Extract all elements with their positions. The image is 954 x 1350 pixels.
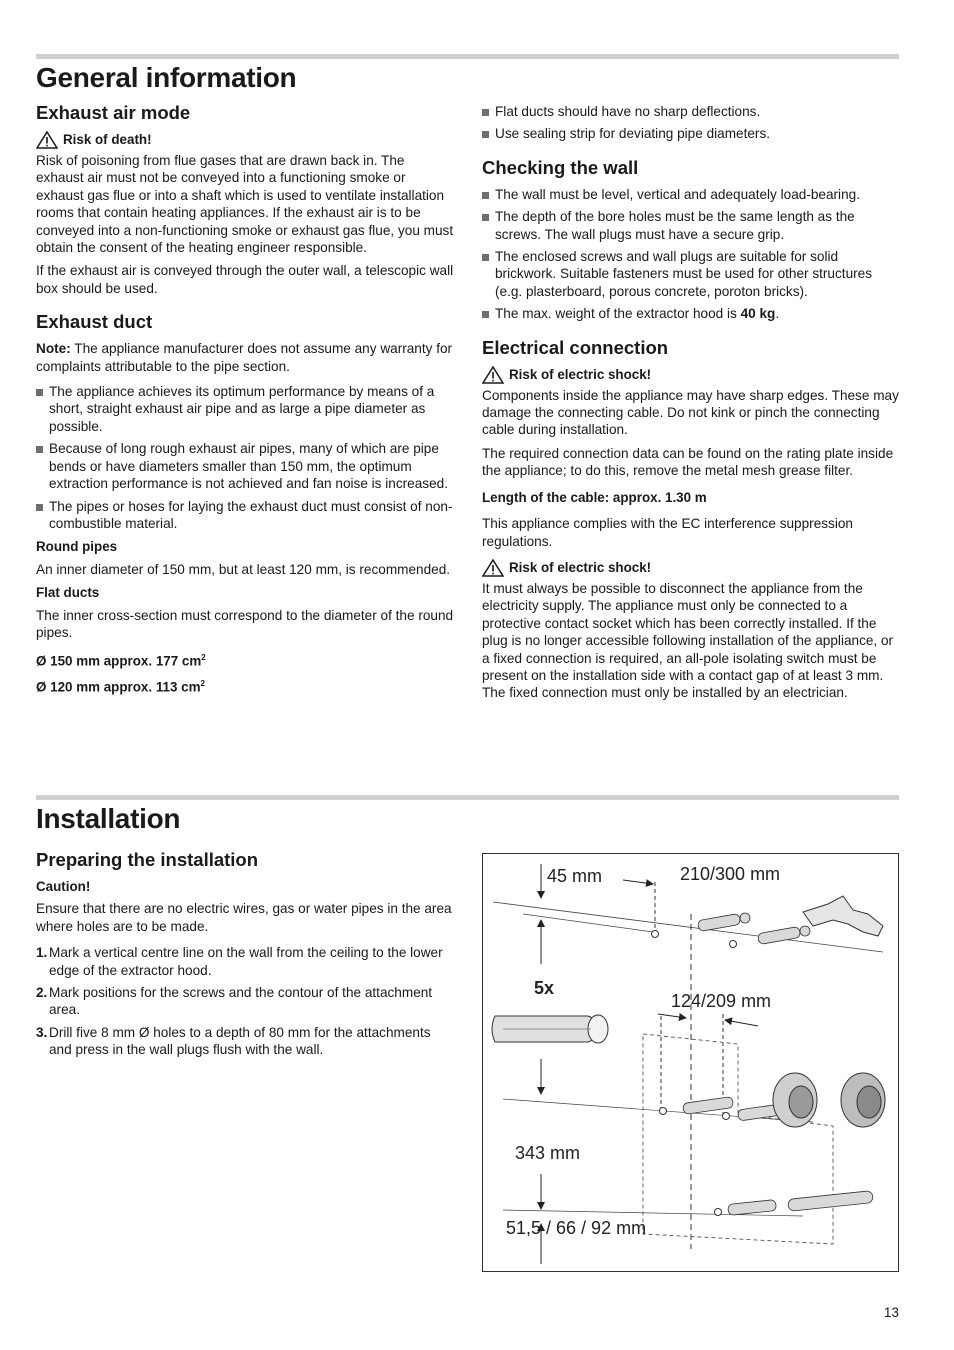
paragraph: Risk of poisoning from flue gases that are drawn back in. The exhaust air must not be conveyed into a functioning smoke or exhaust gas flue or into a shaft which is used to ventilate installation rooms that contain heating appliances. If the exhaust air is to be conveyed into a non-functioning smoke or exhaust gas flue, you must obtain the consent of the heating engineer responsible. xyxy=(36,153,454,256)
list-item: The depth of the bore holes must be the same length as the screws. The wall plugs must have a secure grip. xyxy=(482,208,900,243)
left-column-general xyxy=(36,102,454,701)
diagram-drawing xyxy=(483,854,898,1271)
paragraph: The inner cross-section must correspond to the diameter of the round pipes. xyxy=(36,607,454,640)
list-item: The wall must be level, vertical and adequately load-bearing. xyxy=(482,186,900,203)
list-item: 1. Mark a vertical centre line on the wall from the ceiling to the lower edge of the extractor hood. xyxy=(36,945,443,978)
paragraph: This appliance complies with the EC interference suppression regulations. xyxy=(482,516,853,549)
wall-plug-illustration xyxy=(492,1015,608,1043)
dimension-label: 45 mm xyxy=(547,866,603,886)
list-item-weight: The max. weight of the extractor hood is 40 kg. xyxy=(482,305,900,322)
screw-top xyxy=(697,913,810,945)
dimension-label: 343 mm xyxy=(515,1143,581,1163)
spec-150: Ø 150 mm approx. 177 $cm^2$ xyxy=(36,653,206,669)
subheading-round-pipes: Round pipes xyxy=(36,539,118,555)
duct-bullets xyxy=(482,103,900,143)
cable-length: Length of the cable: approx. 1.30 m xyxy=(482,489,707,505)
heading-electrical-connection: Electrical connection xyxy=(482,336,669,358)
warning-triangle-icon xyxy=(36,131,58,149)
subheading-flat-ducts: Flat ducts xyxy=(36,585,100,601)
paragraph: An inner diameter of 150 mm, but at least 120 mm, is recommended. xyxy=(36,561,451,577)
warning-risk-of-death xyxy=(36,131,454,149)
heading-exhaust-air-mode: Exhaust air mode xyxy=(36,102,191,123)
exhaust-duct-bullets xyxy=(36,383,454,532)
warning-electric-shock xyxy=(482,366,900,384)
installation-column xyxy=(36,849,454,1065)
spacer-discs xyxy=(773,1073,885,1127)
paragraph: The required connection data can be found on the rating plate inside the appliance; to do this, remove the metal mesh grease filter. xyxy=(482,445,894,479)
list-item: 3. Drill five 8 mm Ø holes to a depth of 80 mm for the attachments and press in the wall plugs flush with the wall. xyxy=(36,1024,431,1058)
heading-exhaust-duct: Exhaust duct xyxy=(36,311,153,333)
list-item: The pipes or hoses for laying the exhaust duct must consist of non-combustible material. xyxy=(36,498,454,533)
warning-triangle-icon xyxy=(482,366,504,384)
heading-checking-the-wall: Checking the wall xyxy=(482,156,639,178)
section-rule-general xyxy=(36,54,899,59)
dimension-label: 210/300 mm xyxy=(680,864,781,884)
wall-bullets xyxy=(482,186,900,323)
paragraph: Components inside the appliance may have sharp edges. These may damage the connecting cable. Do not kink or pinch the connecting cable during installation. xyxy=(482,387,899,438)
spec-120: Ø 120 mm approx. 113 $cm^2$ xyxy=(36,679,205,695)
page-number: 13 xyxy=(883,1305,899,1320)
warning-label: Risk of death! xyxy=(63,132,152,148)
heading-preparing-installation: Preparing the installation xyxy=(36,849,259,870)
installation-diagram xyxy=(482,853,899,1272)
list-item: Because of long rough exhaust air pipes, many of which are pipe bends or have diameters smaller than 150 mm, the optimum extraction performance is not achieved and fan noise is increased. xyxy=(36,440,454,492)
note-text: The appliance manufacturer does not assume any warranty for complaints attributable to the pipe section. xyxy=(36,341,453,374)
warning-electric-shock xyxy=(482,559,900,577)
right-column-general xyxy=(482,103,900,708)
section-title-general: General information xyxy=(36,62,297,93)
warning-triangle-icon xyxy=(482,559,504,577)
list-item: The enclosed screws and wall plugs are suitable for solid brickwork. Suitable fasteners must be used for other structures (e.g. plasterboard, porous concrete, poroton bricks). xyxy=(482,248,900,300)
list-item: The appliance achieves its optimum performance by means of a short, straight exhaust air pipe and as large a pipe diameter as possible. xyxy=(36,383,454,435)
warning-label: Risk of electric shock! xyxy=(509,560,652,576)
caution-label: Caution! xyxy=(36,879,91,894)
paragraph: It must always be possible to disconnect the appliance from the electricity supply. The appliance must only be connected to a protective contact socket which has been correctly installed. If the plug is no longer accessible following installation of the appliance, or a fixed connection is required, an all-pole isolating switch must be present on the installation side with a contact gap of at least 3 mm. The fixed connection must only be installed by an electrician. xyxy=(482,580,894,701)
dimension-label: 51,5 / 66 / 92 mm xyxy=(506,1218,647,1238)
dimension-label: 124/209 mm xyxy=(671,991,772,1011)
paragraph: If the exhaust air is conveyed through the outer wall, a telescopic wall box should be used. xyxy=(36,263,454,296)
installation-steps xyxy=(36,944,454,1058)
count-label: 5x xyxy=(534,978,555,998)
list-item: 2. Mark positions for the screws and the contour of the attachment area. xyxy=(36,985,433,1018)
note-paragraph xyxy=(36,340,454,375)
section-title-installation: Installation xyxy=(36,803,181,834)
warning-label: Risk of electric shock! xyxy=(509,366,652,382)
note-label: Note: xyxy=(36,341,71,357)
list-item: Use sealing strip for deviating pipe diameters. xyxy=(482,125,900,142)
paragraph: Ensure that there are no electric wires, gas or water pipes in the area where holes are to be made. xyxy=(36,901,452,934)
section-rule-installation xyxy=(36,795,899,800)
list-item: Flat ducts should have no sharp deflections. xyxy=(482,103,900,120)
